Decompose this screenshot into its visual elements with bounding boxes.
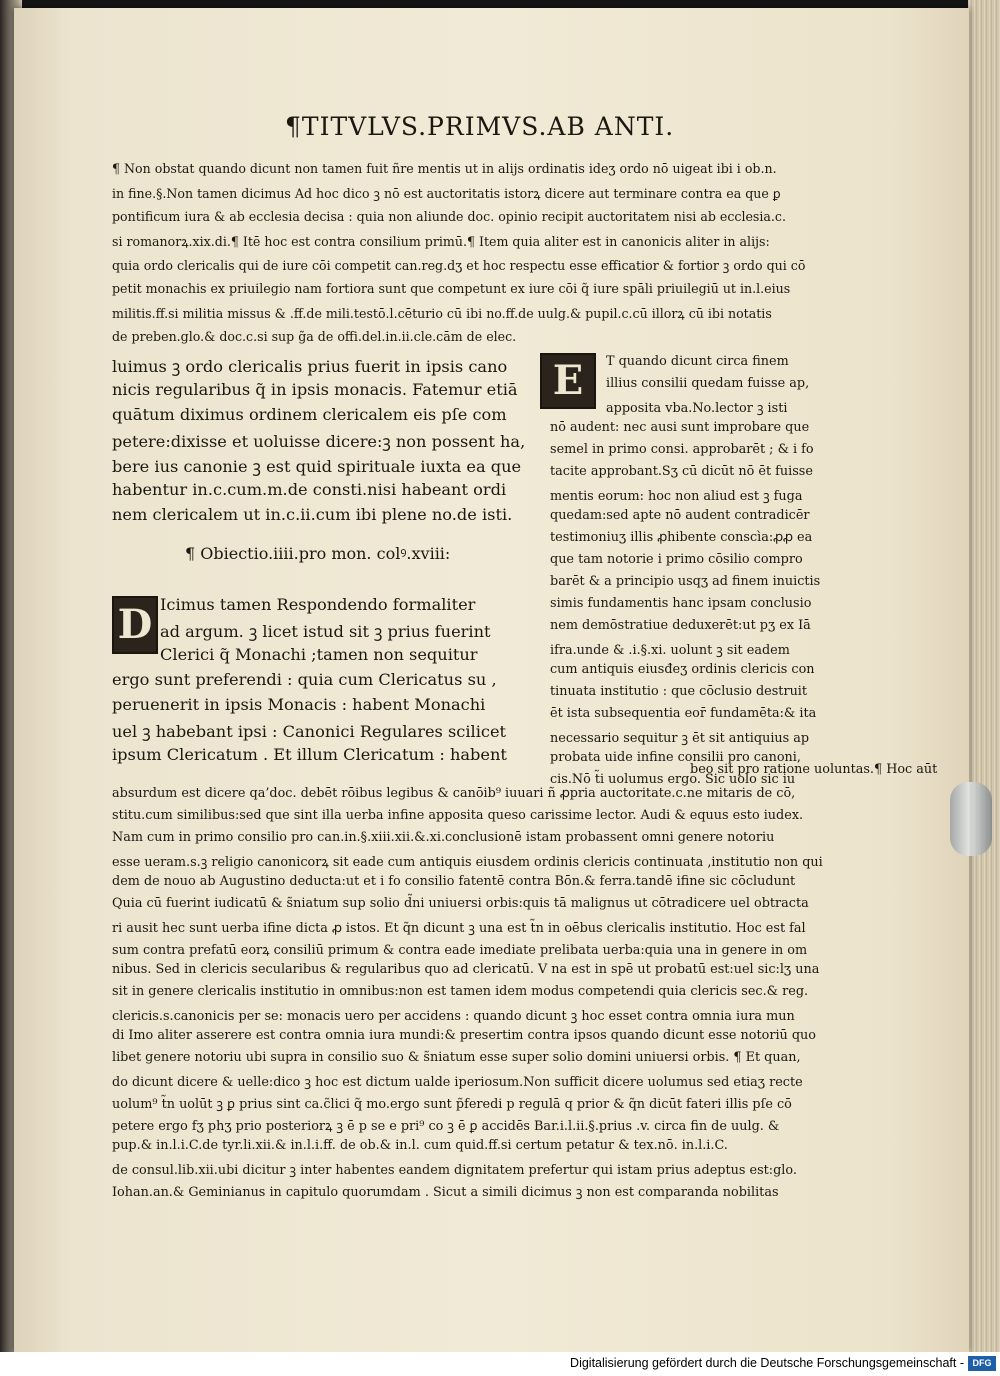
text-line: testimoniuʒ illis ꝓhibente conscìa:ꝓꝓ ea [550, 530, 813, 545]
text-line: do dicunt dicere & uelle:dico ꝫ hoc est dictum ualde iperiosum.Non sufficit dicere uolumus sed etiaʒ recte [112, 1075, 803, 1090]
text-line: ergo sunt preferendi : quia cum Clericatus su , [112, 670, 497, 689]
text-line: absurdum est dicere qa’doc. debēt rōibus legibus & canōib⁹ iuuari ñ ꝓpria auctoritate.c.ne mitaris de cō, [112, 786, 796, 801]
text-line: uel ꝫ habebant ipsi : Canonici Regulares scilicet [112, 722, 507, 741]
text-line: semel in primo consi. approbarēt ; & i fo [550, 442, 814, 457]
text-line: peruenerit in ipsis Monacis : habent Monachi [112, 695, 486, 714]
text-line: petere ergo fʒ phʒ prio posteriorꝝ ꝫ ē p se e pri⁹ co ꝫ ē ꝑ accidēs Bar.i.l.ii.§.prius .v. circa fin de uulg. & [112, 1119, 780, 1134]
objection-heading: ¶ Obiectio.iiii.pro mon. colꝰ.xviii: [185, 544, 451, 563]
text-line: barēt & a principio usqʒ ad finem inuictis [550, 574, 821, 589]
text-line: luimus ꝫ ordo clericalis prius fuerit in ipsis cano [112, 357, 508, 376]
text-line: quātum diximus ordinem clericalem eis pſe com [112, 405, 507, 424]
text-line: simis fundamentis hanc ipsam conclusio [550, 596, 812, 611]
text-line: ad argum. ꝫ licet istud sit ꝫ prius fuerint [160, 622, 491, 641]
text-line: sum contra prefatū eorꝝ consiliū primum & contra eade imediate prelibata uerba:quia una in genere in om [112, 943, 808, 958]
footer-credit: Digitalisierung gefördert durch die Deutsche Forschungsgemeinschaft - [570, 1356, 964, 1370]
text-line: de consul.lib.xii.ubi dicitur ꝫ inter habentes eandem dignitatem prefertur qui istam prius adeptus est:glo. [112, 1163, 797, 1178]
text-line: que tam notorie i primo cōsilio compro [550, 552, 803, 567]
text-line: bere ius canonie ꝫ est quid spirituale iuxta ea que [112, 457, 522, 476]
page-heading: ¶TITVLVS.PRIMVS.AB ANTI. [285, 112, 675, 141]
text-line: quia ordo clericalis qui de iure cōi competit can.reg.dʒ et hoc respectu esse efficatior & fortior ꝫ ordo qui cō [112, 258, 806, 273]
text-line: petit monachis ex priuilegio nam fortiora sunt que competunt ex iure cōi q̃ iure spāli priuilegiū ut in.l.eius [112, 281, 791, 296]
text-line: sit in genere clericalis institutio in omnibus:non est tamen idem modus competendi quia clericis sec.& reg. [112, 984, 809, 999]
text-line: tinuata institutio : que cōclusio destruit [550, 684, 808, 699]
text-line: cis.Nō t̃i uolumus ergo. Sic uolo sic iu [550, 772, 796, 787]
text-line: Icimus tamen Respondendo formaliter [160, 595, 476, 614]
text-line: nem demōstratiue deduxerēt:ut pʒ ex Iā [550, 618, 811, 633]
text-line: T quando dicunt circa finem [606, 354, 789, 369]
text-line: probata uide infine consilii pro canoni, [550, 750, 801, 765]
text-line: ēt ista subsequentia eor̄ fundamēta:& ita [550, 706, 817, 721]
text-line: cum antiquis eiusđeʒ ordinis clericis con [550, 662, 815, 677]
page-stack-edge [968, 0, 1000, 1352]
text-line: di Imo aliter asserere est contra omnia iura mundi:& presertim contra ipsos quando dicunt esse notoriū quo [112, 1028, 816, 1043]
text-line: nō audent: nec ausi sunt improbare que [550, 420, 810, 435]
text-line: libet genere notoriu ubi supra in consilio suo & s̃niatum esse super solio domini uniuersi orbis. ¶ Et quan, [112, 1050, 801, 1065]
metal-clip [950, 782, 992, 856]
text-line: nem clericalem ut in.c.ii.cum ibi plene no.de isti. [112, 505, 513, 524]
text-line: stitu.cum similibus:sed que sint illa uerba infine apposita queso carissime lector. Audi & equus esto iudex. [112, 808, 804, 823]
text-line: tacite approbant.Sʒ cū dicūt nō ēt fuisse [550, 464, 813, 479]
text-line: dem de nouo ab Augustino deducta:ut et i fo consilio fatentē contra Bōn.& ferra.tandē ifine sic cōcludunt [112, 874, 796, 889]
text-line: nicis regularibus q̃ in ipsis monacis. Fatemur etiā [112, 380, 518, 399]
text-line: apposita vba.No.lector ꝫ isti [606, 401, 788, 416]
text-line: clericis.s.canonicis per se: monacis uero per accidens : quando dicunt ꝫ hoc esset contra omnia iura mun [112, 1009, 795, 1024]
text-line: habentur in.c.cum.m.de consti.nisi habeant ordi [112, 480, 507, 499]
text-line: de preben.glo.& doc.c.si sup g̃a de offi.del.in.ii.cle.cām de elec. [112, 329, 517, 344]
text-line: Iohan.an.& Geminianus in capitulo quorumdam . Sicut a simili dicimus ꝫ non est comparanda nobilitas [112, 1185, 779, 1200]
text-line: beo sit pro ratione uoluntas.¶ Hoc aūt [690, 762, 938, 777]
text-line: illius consilii quedam fuisse ap, [606, 376, 810, 391]
dfg-logo: DFG [968, 1356, 996, 1371]
text-line: ifra.unde & .i.§.xi. uolunt ꝫ sit eadem [550, 643, 790, 658]
footer-bar [0, 1352, 1000, 1376]
text-line: uolum⁹ t̃n uolūt ꝫ ꝑ prius sint ca.c̃lici q̃ mo.ergo sunt p̃feredi p regulā q prior & q̃n dicūt fateri illis pſe cō [112, 1097, 792, 1112]
text-line: ipsum Clericatum . Et illum Clericatum : habent [112, 745, 507, 764]
text-line: militis.ff.si militia missus & .ff.de mili.testō.l.cēturio cū ibi no.ff.de uulg.& pupil.c.cū illorꝝ cū ibi notatis [112, 306, 772, 321]
text-line: ¶ Non obstat quando dicunt non tamen fuit ñre mentis ut in alijs ordinatis ideʒ ordo nō uigeat ibi i ob.n. [112, 161, 777, 176]
text-line: quedam:sed apte nō audent contradicēr [550, 508, 810, 523]
text-line: Nam cum in primo consilio pro can.in.§.xiii.xii.&.xi.conclusionē istam probassent omni genere notoriu [112, 830, 775, 845]
text-line: necessario sequitur ꝫ ēt sit antiquius ap [550, 731, 810, 746]
text-line: si romanorꝝ.xix.di.¶ Itē hoc est contra consilium primū.¶ Item quia aliter est in canonicis aliter in alijs: [112, 234, 770, 249]
text-line: Quia cū fuerint iudicatū & s̃niatum sup solio d̃ni uniuersi orbis:quis tā malignus ut cōtradicere uel obtracta [112, 896, 809, 911]
text-line: ri ausit hec sunt uerba ifine dicta ꝓ istos. Et q̃n dicunt ꝫ una est t̃n in oēbus clericalis institutio. Hoc est fal [112, 921, 806, 936]
text-line: nibus. Sed in clericis secularibus & regularibus quo ad clericatū. V na est in spē ut probatū est:uel sic:lʒ una [112, 962, 820, 977]
text-line: mentis eorum: hoc non aliud est ꝫ fuga [550, 489, 803, 504]
text-line: pup.& in.l.i.C.de tyr.li.xii.& in.l.i.ff. de ob.& in.l. cum quid.ff.si certum petatur & tex.nō. in.l.i.C. [112, 1138, 728, 1153]
decorated-initial-e: E [540, 353, 596, 409]
text-line: Clerici q̃ Monachi ;tamen non sequitur [160, 645, 478, 664]
text-line: esse ueram.s.ꝫ religio canonicorꝝ sit eade cum antiquis eiusdem ordinis clericis continuata ,institutio non qui [112, 855, 823, 870]
text-line: pontificum iura & ab ecclesia decisa : quia non aliunde doc. opinio recipit auctoritatem nisi ab ecclesia.c. [112, 209, 786, 224]
text-line: in fine.§.Non tamen dicimus Ad hoc dico ꝫ nō est auctoritatis istorꝝ dicere aut terminare contra ea que ꝑ [112, 186, 781, 201]
text-line: petere:dixisse et uoluisse dicere:ꝫ non possent ha, [112, 432, 526, 451]
decorated-initial-d: D [112, 596, 158, 654]
